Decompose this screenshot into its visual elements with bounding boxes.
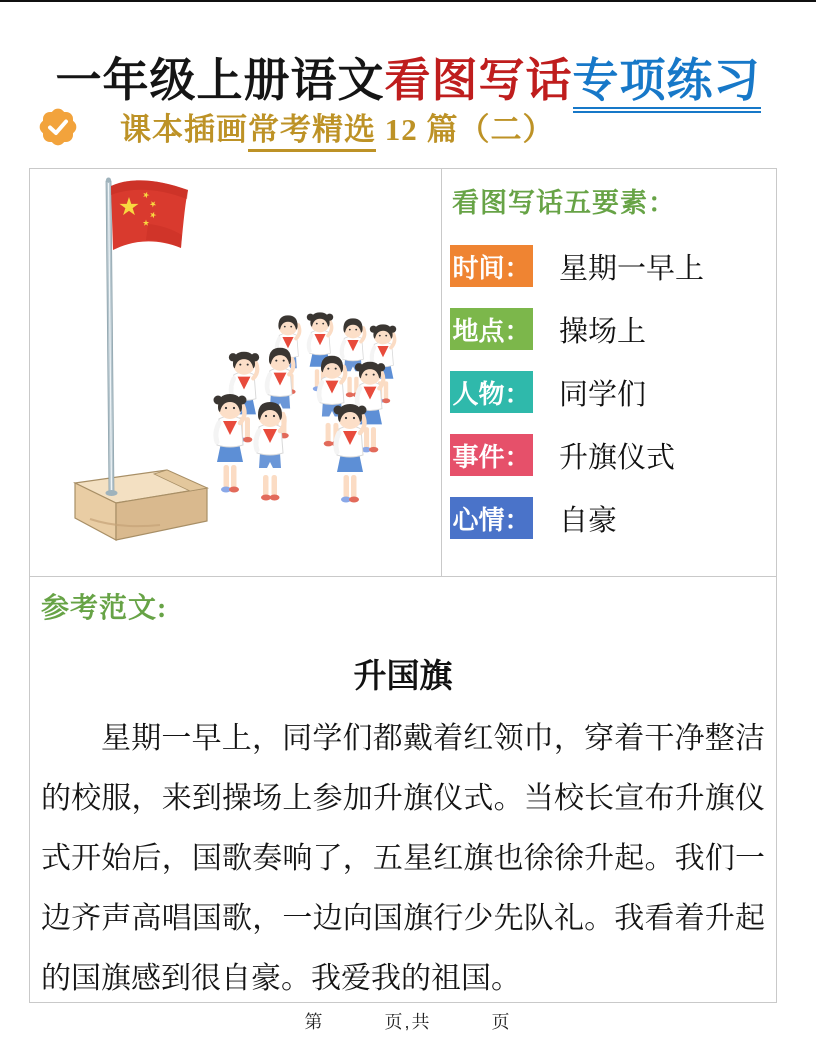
title-part-black: 一年级上册语文: [55, 55, 385, 106]
element-row-event: [450, 434, 704, 476]
saluting-children: [214, 312, 397, 502]
subtitle-underlined: 常考精选: [248, 112, 376, 152]
person-value: 同学们: [559, 378, 647, 411]
essay-section: [30, 577, 776, 1009]
wooden-base: [75, 470, 207, 540]
five-elements-header: 看图写话五要素：: [452, 188, 676, 218]
place-badge: 地点：: [450, 308, 533, 350]
mood-value: 自豪: [559, 504, 618, 537]
title-part-red: 看图写话: [384, 55, 573, 106]
page-title: [0, 44, 816, 110]
flag-raising-illustration: [30, 169, 441, 576]
subtitle-text: [120, 104, 555, 149]
time-badge: 时间：: [450, 245, 533, 287]
event-badge: 事件：: [450, 434, 533, 476]
five-elements-rows: [450, 245, 704, 560]
essay-line: 的国旗感到很自豪。我爱我的祖国。: [41, 962, 521, 995]
essay-line: 星期一早上，同学们都戴着红领巾，穿着干净整洁: [101, 722, 765, 755]
essay-body: [41, 709, 765, 1009]
essay-line: 式开始后，国歌奏响了，五星红旗也徐徐升起。我们一: [41, 842, 765, 875]
seal-check-icon: [36, 105, 80, 149]
person-badge: 人物：: [450, 371, 533, 413]
essay-line: 的校服，来到操场上参加升旗仪式。当校长宣布升旗仪: [41, 782, 765, 815]
subtitle: [36, 104, 555, 149]
title-part-blue: 专项练习: [573, 55, 761, 113]
essay-section-label: 参考范文:: [41, 593, 168, 624]
five-elements-panel: [442, 169, 776, 576]
page-footer: 第 页,共 页: [304, 1012, 512, 1032]
element-row-place: [450, 308, 704, 350]
place-value: 操场上: [559, 315, 647, 348]
subtitle-suffix: 12 篇（二）: [376, 112, 555, 147]
mood-badge: 心情：: [450, 497, 533, 539]
page-top-rule: [0, 0, 816, 2]
essay-line: 边齐声高唱国歌，一边向国旗行少先队礼。我看着升起: [41, 902, 765, 935]
element-row-mood: [450, 497, 704, 539]
chinese-flag: [111, 180, 188, 250]
element-row-time: [450, 245, 704, 287]
element-row-person: [450, 371, 704, 413]
content-box: [29, 168, 777, 1003]
subtitle-prefix: 课本插画: [120, 112, 248, 147]
time-value: 星期一早上: [559, 252, 705, 285]
flag-raising-svg: [30, 169, 441, 576]
essay-title: 升国旗: [353, 659, 453, 695]
event-value: 升旗仪式: [559, 441, 676, 474]
